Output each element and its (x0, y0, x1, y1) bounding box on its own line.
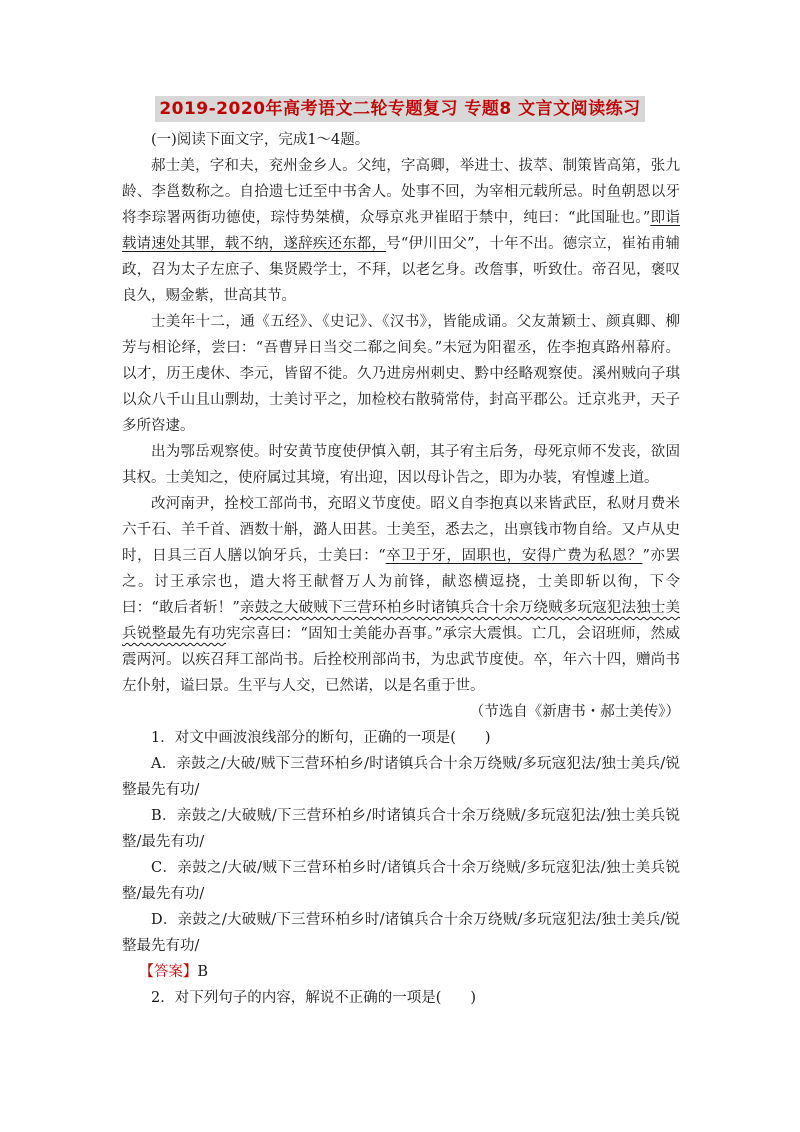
passage-paragraph-3: 出为鄂岳观察使。时安黄节度使伊慎入朝，其子宥主后务，母死京师不发丧，欲固其权。士美知之，使府属过其境，宥出迎，因以母讣告之，即为办装，宥惶遽上道。 (122, 444, 680, 486)
question-1-option-d: D．亲鼓之/大破贼/下三营环柏乡时/诸镇兵合十余万绕贼/多玩寇犯法/独士美兵/锐整最先有功/ (122, 912, 680, 954)
passage-text: 改河南尹，拴校工部尚书，充昭义节度使。昭义自李抱真以来皆武臣，私财月费米六千石、羊千首、酒数十斛，潞人田甚。士美至，悉去之，出禀钱市物自给。又卢从史时，日具三百人膳以饷牙兵，士美曰：“ (122, 496, 680, 564)
document-body (122, 127, 680, 1011)
question-1-option-b: B．亲鼓之/大破贼/下三营环柏乡/时诸镇兵合十余万绕贼/多玩寇犯法/独士美兵锐整/最先有功/ (122, 808, 680, 850)
passage-text: 号“伊川田父”，十年不出。德宗立，崔祐甫辅政，召为太子左庶子、集贤殿学士，不拜，以老乞身。改詹事，听致仕。帝召见，褒叹良久，赐金紫，世高其节。 (122, 236, 681, 304)
question-1-option-a: A．亲鼓之/大破/贼下三营环柏乡/时诸镇兵合十余万绕贼/多玩寇犯法/独士美兵/锐整最先有功/ (122, 756, 680, 798)
passage-paragraph-4 (122, 491, 680, 699)
passage-text: ”亦罢之。讨王承宗也，遣大将王献督万人为前锋，献恣横逗挠，士美即斩以徇，下令曰：“敢后者斩！” (122, 548, 680, 616)
passage-paragraph-2: 士美年十二，通《五经》、《史记》、《汉书》，皆能成诵。父友萧颖士、颜真卿、柳芳与相论绎，尝曰：“吾曹异日当交二郗之间矣。”未冠为阳翟丞，佐李抱真路州幕府。以才，历王虔休、李元，皆留不徙。久乃进房州刺史、黔中经略观察使。溪州贼向子琪以众八千山且山剽劫，士美讨平之，加检校右散骑常侍，封高平郡公。迁京兆尹，天子多所咨逮。 (122, 314, 680, 434)
title-text: 2019-2020年高考语文二轮专题复习 专题8 文言文阅读练习 (155, 96, 644, 122)
answer-value: B (197, 964, 209, 980)
question-1-option-c: C．亲鼓之/大破/贼下三营环柏乡时/诸镇兵合十余万绕贼/多玩寇犯法/独士美兵锐整/最先有功/ (122, 860, 680, 902)
passage-text: 宪宗喜曰：“固知士美能办吾事。”承宗大震惧。亡几，会诏班师，然威震两河。以疾召拜工部尚书。后拴校刑部尚书，为忠武节度使。卒，年六十四，赠尚书左仆射，谥曰景。生平与人交，已然诺，以是名重于世。 (122, 626, 681, 694)
document-title (0, 96, 800, 122)
passage-paragraph-1 (122, 153, 680, 309)
section-intro: (一)阅读下面文字，完成1～4题。 (151, 132, 370, 148)
wavy-underlined-sentence: 亲鼓之大破贼下三营环柏乡时诸镇兵合十余万绕贼多玩寇犯法独士美兵锐整最先有功 (122, 600, 680, 642)
underlined-sentence: 卒卫于牙，固职也，安得广费为私恩？ (385, 548, 643, 564)
underlined-sentence: 即诣载请速处其罪，载不纳，遂辞疾还东都， (122, 210, 680, 252)
passage-text: 郝士美，字和夫，兖州金乡人。父纯，字高卿，举进士、拔萃、制策皆高第，张九龄、李邕数称之。自拾遗七迁至中书舍人。处事不回，为宰相元载所忌。时鱼朝恩以牙将李琮署两街功德使，琮恃势桀横，众辱京兆尹崔昭于禁中，纯曰：“此国耻也。” (122, 158, 680, 226)
question-1-answer (122, 959, 680, 985)
question-1-stem: 1．对文中画波浪线部分的断句，正确的一项是( ) (151, 730, 491, 746)
passage-source: （节选自《新唐书・郝士美传》） (469, 704, 680, 720)
answer-label: 【答案】 (139, 964, 198, 980)
question-2-stem: 2．对下列句子的内容，解说不正确的一项是( ) (151, 990, 477, 1006)
